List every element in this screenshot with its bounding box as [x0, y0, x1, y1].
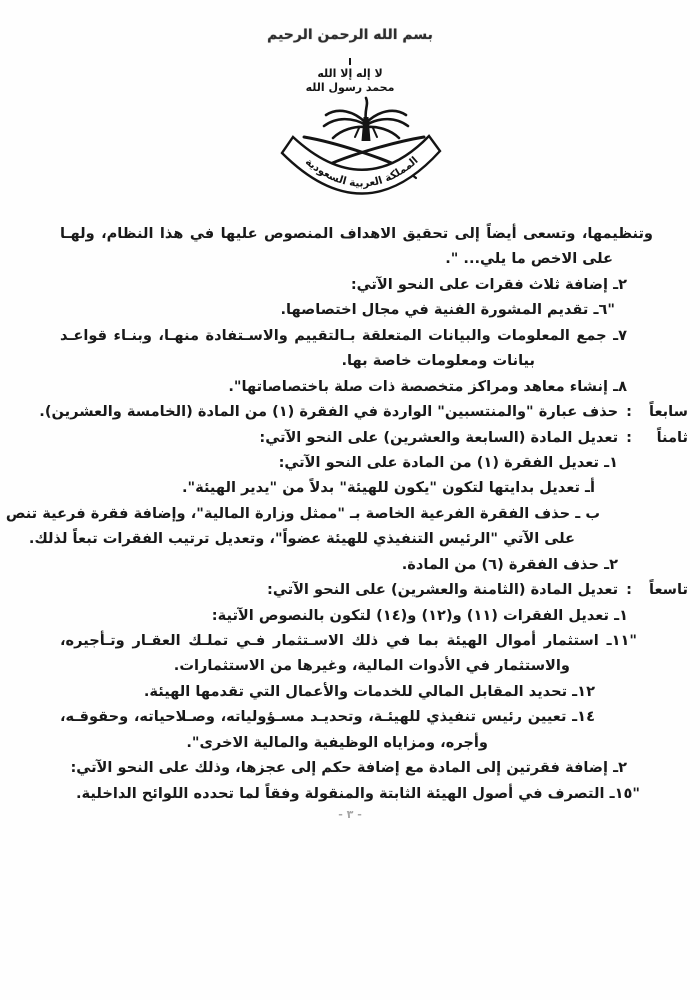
clause-label: ثامناً: [656, 428, 688, 446]
text-line: ٨ـ إنشاء معاهد ومراكز متخصصة ذات صلة باختصاصاتها".: [228, 377, 627, 395]
clause-separator: :: [626, 581, 632, 599]
clause-label: تاسعاً: [648, 581, 688, 599]
text-line: بيانات ومعلومات خاصة بها.: [341, 352, 535, 370]
text-line: "٦ـ تقديم المشورة الفنية في مجال اختصاصها.: [280, 301, 615, 319]
clause-separator: :: [626, 403, 632, 421]
shahada-line-2: محمد رسول الله: [305, 81, 395, 94]
text-line: ١ـ تعديل الفقرة (١) من المادة على النحو الآتي:: [278, 453, 618, 471]
text-line: ١٤ـ تعيين رئيس تنفيذي للهيئـة، وتحديـد مسـؤولياته، وصـلاحياته، وحقوقـه،: [60, 708, 595, 726]
text-line: على الاخص ما يلي... ".: [445, 250, 613, 268]
clause-line: [39, 399, 688, 424]
bismillah-calligraphy: بسم الله الرحمن الرحيم: [267, 27, 433, 43]
shahada-calligraphy: [0, 58, 700, 95]
document-body: [5, 221, 688, 806]
clause-text: تعديل المادة (الثامنة والعشرين) على النحو الآتي:: [266, 581, 619, 599]
saudi-palm-swords-emblem: [278, 95, 450, 201]
clause-separator: :: [626, 428, 632, 446]
clause-label: سابعاً: [648, 403, 688, 421]
text-line: على الآتي "الرئيس التنفيذي للهيئة عضواً"، وتعديل ترتيب الفقرات تبعاً لذلك.: [28, 530, 575, 548]
text-line: ٢ـ إضافة فقرتين إلى المادة مع إضافة حكم إلى عجزها، وذلك على النحو الآتي:: [70, 759, 627, 777]
text-line: ٢ـ إضافة ثلاث فقرات على النحو الآتي:: [350, 275, 627, 293]
page-number: - ٣ -: [338, 808, 362, 821]
text-line: ١ـ تعديل الفقرات (١١) و(١٢) و(١٤) لتكون بالنصوص الآتية:: [211, 606, 628, 624]
text-line: ٧ـ جمع المعلومات والبيانات المتعلقة بـالتقييم والاسـتفادة منهـا، وبنـاء قواعـد: [60, 326, 627, 344]
emblem-ribbon: [282, 136, 440, 194]
ribbon-country-name: المملكة العربية السعودية: [302, 154, 421, 190]
text-line: "١٥ـ التصرف في أصول الهيئة الثابتة والمنقولة وفقاً لما تحدده اللوائح الداخلية.: [76, 784, 640, 802]
text-line: "١١ـ استثمار أموال الهيئة بما في ذلك الاسـتثمار فـي تملـك العقـار وتـأجيره،: [60, 632, 637, 649]
clause-text: تعديل المادة (السابعة والعشرين) على النحو الآتي:: [259, 428, 619, 446]
text-line: وأجره، ومزاياه الوظيفية والمالية الاخرى".: [186, 733, 488, 751]
text-line: وتنظيمها، وتسعى أيضاً إلى تحقيق الاهداف المنصوص عليها في هذا النظام، ولهـا: [60, 225, 653, 242]
clause-line: [60, 425, 688, 450]
text-line: أـ تعديل بدايتها لتكون "يكون للهيئة" بدلاً من "يدير الهيئة".: [181, 479, 595, 497]
calligraphy-flourish: [349, 58, 351, 65]
text-line: ١٢ـ تحديد المقابل المالي للخدمات والأعمال التي تقدمها الهيئة.: [143, 682, 595, 700]
text-line: ب ـ حذف الفقرة الفرعية الخاصة بـ "ممثل وزارة المالية"، وإضافة فقرة فرعية تنص: [5, 504, 600, 522]
clause-line: [60, 577, 688, 602]
shahada-line-1: لا إله إلا الله: [317, 67, 383, 80]
clause-text: حذف عبارة "والمنتسبين" الواردة في الفقرة (١) من المادة (الخامسة والعشرين).: [39, 403, 619, 421]
text-line: والاستثمار في الأدوات المالية، وغيرها من الاستثمارات.: [173, 657, 570, 675]
text-line: ٢ـ حذف الفقرة (٦) من المادة.: [401, 555, 618, 573]
